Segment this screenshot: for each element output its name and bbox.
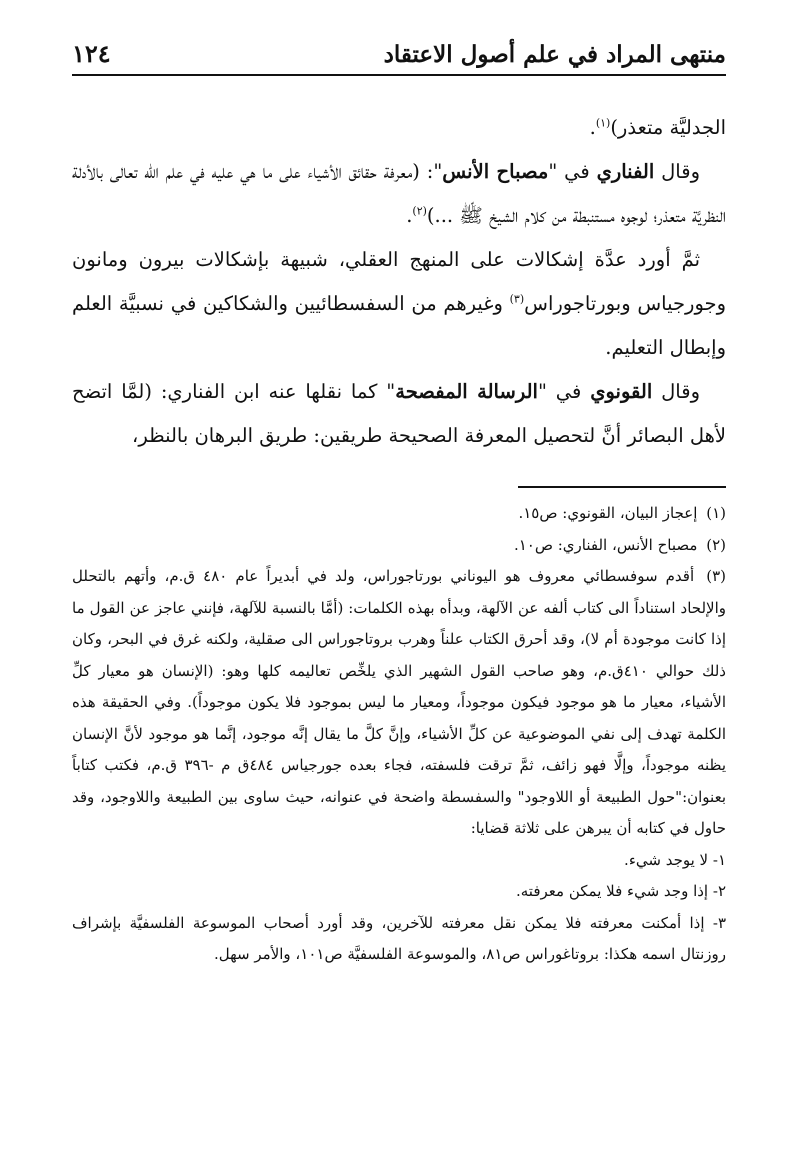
paragraph-4-mid: في " <box>537 380 591 403</box>
footnote-3-number: (٣) <box>706 567 726 585</box>
footnote-ref-2[interactable]: (٢) <box>412 204 427 218</box>
footnote-2-text: مصباح الأنس، الفناري: ص١٠. <box>513 535 698 554</box>
footnote-1 <box>72 498 726 530</box>
footnote-3-list-item: ٣- إذا أمكنت معرفته فلا يمكن نقل معرفته للآخرين، وقد أورد أصحاب الموسوعة الفلسفيَّة بإشراف روزنتال اسمه هكذا: بروتاغوراس ص٨١، والموسوعة الفلسفيَّة ص١٠١، والأمر سهل. <box>72 913 726 963</box>
paragraph-3 <box>72 238 726 370</box>
paragraph-2-mid: في " <box>548 160 597 183</box>
footnote-2-number: (٢) <box>706 535 726 554</box>
paragraph-1-text: الجدليَّة متعذر) <box>610 116 726 139</box>
paragraph-2 <box>72 150 726 238</box>
footnotes <box>72 498 726 971</box>
footnote-ref-1[interactable]: (١) <box>595 116 611 130</box>
footnote-separator <box>518 486 726 488</box>
footnote-3-list-item: ٢- إذا وجد شيء فلا يمكن معرفته. <box>516 882 726 900</box>
paragraph-4-post: " كما نقلها عنه ابن الفناري: (لمَّا اتضح لأهل البصائر أنَّ لتحصيل المعرفة الصحيحة طريقين: طريق البرهان بالنظر، <box>72 380 726 447</box>
running-header <box>72 28 726 76</box>
footnote-3-text: أقدم سوفسطائي معروف هو اليوناني بورتاجوراس، ولد في أبديراً عام ٤٨٠ ق.م، وأتهم بالتحلل والإلحاد استناداً الى كتاب ألفه عن الآلهة، وبدأه بهذه الكلمات: (أمَّا بالنسبة للآلهة، فإنني عاجز عن القول ما إذا كانت موجودة أم لا)، وقد أحرق الكتاب علناً وهرب بروتاجوراس الى صقلية، ولكنه غرق في البحر، وكان ذلك حوالي ٤١٠ق.م، وهو صاحب القول الشهير الذي يلخِّص تعاليمه كلها وهو: (الإنسان هو معيار كلِّ الأشياء، معيار ما هو موجود فيكون موجوداً، ومعيار ما ليس بموجود فلا يكون موجوداً). وفي الحقيقة هذه الكلمة تهدف إلى نفي الموضوعية عن كلِّ الأشياء، وإنَّ كلَّ ما يقال إنَّه موجود، إنَّما هو موجود لأنَّ الإنسان يظنه موجوداً، وإلَّا فهو زائف، ثمَّ ترقت فلسفته، فجاء بعده جورجياس ٤٨٤ق م -٣٩٦ ق.م، فكتب كتاباً بعنوان:"حول الطبيعة أو اللاوجود" والسفسطة واضحة في عنوانه، حيث ساوى بين الطبيعة واللاوجود، وقد حاول في كتابه أن يبرهن على ثلاثة قضايا: <box>72 567 726 837</box>
footnote-1-text: إعجاز البيان، القونوي: ص١٥. <box>518 504 698 522</box>
page-number: ١٢٤ <box>72 39 111 68</box>
paragraph-1 <box>72 106 726 150</box>
footnote-1-number: (١) <box>706 504 726 522</box>
paragraph-2-post: ": (معرفة حقائق الأشياء على ما هي عليه في علم الله تعالى بالأدلة النظريَّة متعذر؛ لوجوه مستنبطة من كلام الشيخ ﷺ ...) <box>72 160 726 227</box>
author-name-fanari: الفناري <box>596 160 655 183</box>
footnote-3-list-item: ١- لا يوجد شيء. <box>624 850 726 869</box>
book-title-risala: الرسالة المفصحة <box>395 380 538 403</box>
paragraph-4-pre: وقال <box>652 380 700 403</box>
paragraph-3-pre: ثمَّ أورد عدَّة إشكالات على المنهج العقلي، شبيهة بإشكالات بيرون ومانون وجورجياس وبورتاجوراس <box>72 248 726 315</box>
paragraph-2-pre: وقال <box>654 160 700 183</box>
paragraph-1-end: . <box>589 116 596 139</box>
footnote-3 <box>72 561 726 845</box>
running-title: منتهى المراد في علم أصول الاعتقاد <box>383 41 726 68</box>
footnote-2 <box>72 530 726 562</box>
main-text <box>72 106 726 458</box>
book-title-misbah: مصباح الأنس <box>442 160 549 183</box>
paragraph-3-post: وغيرهم من السفسطائيين والشكاكين في نسبيَّة العلم وإبطال التعليم. <box>72 292 726 359</box>
author-name-qunawi: القونوي <box>590 380 653 403</box>
paragraph-4 <box>72 370 726 458</box>
footnote-ref-3[interactable]: (٣) <box>509 292 525 306</box>
paragraph-2-end: . <box>406 204 413 227</box>
